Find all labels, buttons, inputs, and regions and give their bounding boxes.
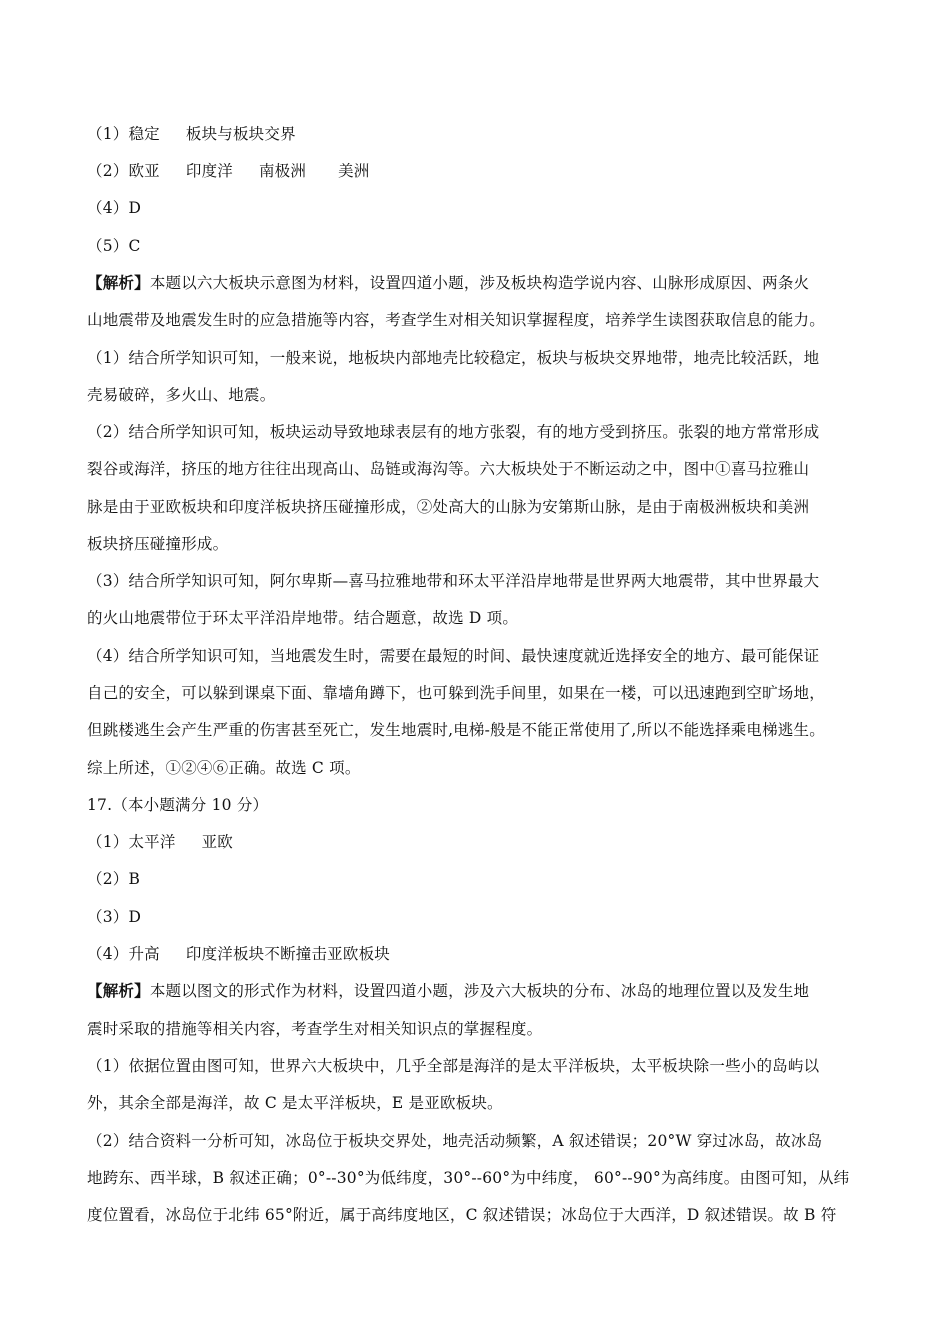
question-number: 17.（本小题满分 10 分） — [87, 796, 269, 814]
paragraph-text: 震时采取的措施等相关内容，考查学生对相关知识点的掌握程度。 — [87, 1020, 543, 1038]
paragraph-text: 地跨东、西半球，B 叙述正确；0°--30°为低纬度，30°--60°为中纬度， 60°--90°为高纬度。由图可知，从纬 — [87, 1169, 850, 1187]
paragraph-line — [87, 1092, 867, 1114]
answer-line-1 — [87, 123, 867, 145]
paragraph-line — [87, 607, 867, 629]
answer-line-4 — [87, 197, 867, 219]
paragraph-text: 综上所述，①②④⑥正确。故选 C 项。 — [87, 759, 361, 777]
answer-text: （3）D — [87, 908, 142, 926]
paragraph-line — [87, 347, 867, 369]
paragraph-text: 本题以图文的形式作为材料，设置四道小题，涉及六大板块的分布、冰岛的地理位置以及发生地 — [149, 982, 810, 1000]
answer-text: （4）升高 — [87, 945, 160, 963]
paragraph-line — [87, 384, 867, 406]
paragraph-text: 但跳楼逃生会产生严重的伤害甚至死亡，发生地震时,电梯-般是不能正常使用了,所以不能选择乘电梯逃生。 — [87, 721, 825, 739]
answer-text: 板块与板块交界 — [185, 125, 296, 143]
answer-line-2 — [87, 868, 867, 890]
paragraph-line — [87, 757, 867, 779]
answer-text: （1）稳定 — [87, 125, 160, 143]
paragraph-text: 壳易破碎，多火山、地震。 — [87, 386, 276, 404]
answer-text: （4）D — [87, 199, 142, 217]
paragraph-text: （2）结合所学知识可知，板块运动导致地球表层有的地方张裂，有的地方受到挤压。张裂的地方常常形成 — [87, 423, 820, 441]
paragraph-line — [87, 458, 867, 480]
paragraph-line — [87, 309, 867, 331]
paragraph-text: 外，其余全部是海洋，故 C 是太平洋板块，E 是亚欧板块。 — [87, 1094, 503, 1112]
answer-text: 美洲 — [338, 162, 370, 180]
paragraph-line — [87, 1055, 867, 1077]
paragraph-text: 本题以六大板块示意图为材料，设置四道小题，涉及板块构造学说内容、山脉形成原因、两条火 — [149, 274, 810, 292]
paragraph-text: （1）依据位置由图可知，世界六大板块中，几乎全部是海洋的是太平洋板块，太平板块除一些小的岛屿以 — [87, 1057, 820, 1075]
paragraph-line — [87, 645, 867, 667]
answer-text: 印度洋板块不断撞击亚欧板块 — [185, 945, 390, 963]
paragraph-line — [87, 1018, 867, 1040]
paragraph-text: 裂谷或海洋，挤压的地方往往出现高山、岛链或海沟等。六大板块处于不断运动之中，图中①喜马拉雅山 — [87, 460, 810, 478]
paragraph-text: （1）结合所学知识可知，一般来说，地板块内部地壳比较稳定，板块与板块交界地带，地壳比较活跃，地 — [87, 349, 820, 367]
paragraph-line — [87, 1167, 867, 1189]
answer-text: （2）欧亚 — [87, 162, 160, 180]
paragraph-text: 自己的安全，可以躲到课桌下面、靠墙角蹲下，也可躲到洗手间里，如果在一楼，可以迅速跑到空旷场地， — [87, 684, 825, 702]
answer-line-3 — [87, 906, 867, 928]
analysis-line — [87, 980, 867, 1002]
paragraph-text: （4）结合所学知识可知，当地震发生时，需要在最短的时间、最快速度就近选择安全的地方、最可能保证 — [87, 647, 820, 665]
answer-line-2 — [87, 160, 867, 182]
paragraph-line — [87, 1130, 867, 1152]
question-heading — [87, 794, 867, 816]
paragraph-text: 脉是由于亚欧板块和印度洋板块挤压碰撞形成，②处高大的山脉为安第斯山脉，是由于南极洲板块和美洲 — [87, 498, 810, 516]
answer-line-1 — [87, 831, 867, 853]
paragraph-line — [87, 719, 867, 741]
analysis-line — [87, 272, 867, 294]
answer-line-4 — [87, 943, 867, 965]
answer-text: （1）太平洋 — [87, 833, 176, 851]
paragraph-text: （2）结合资料一分析可知，冰岛位于板块交界处，地壳活动频繁，A 叙述错误；20°W 穿过冰岛，故冰岛 — [87, 1132, 823, 1150]
answer-text: 印度洋 — [185, 162, 233, 180]
paragraph-line — [87, 533, 867, 555]
analysis-tag: 【解析】 — [87, 273, 150, 292]
paragraph-line — [87, 421, 867, 443]
paragraph-text: （3）结合所学知识可知，阿尔卑斯—喜马拉雅地带和环太平洋沿岸地带是世界两大地震带，其中世界最大 — [87, 572, 820, 590]
answer-text: 亚欧 — [201, 833, 233, 851]
paragraph-text: 板块挤压碰撞形成。 — [87, 535, 229, 553]
paragraph-line — [87, 496, 867, 518]
paragraph-text: 山地震带及地震发生时的应急措施等内容，考查学生对相关知识掌握程度，培养学生读图获取信息的能力。 — [87, 311, 825, 329]
analysis-tag: 【解析】 — [87, 981, 150, 1000]
paragraph-line — [87, 570, 867, 592]
paragraph-text: 的火山地震带位于环太平洋沿岸地带。结合题意，故选 D 项。 — [87, 609, 519, 627]
answer-text: （2）B — [87, 870, 141, 888]
paragraph-text: 度位置看，冰岛位于北纬 65°附近，属于高纬度地区，C 叙述错误；冰岛位于大西洋，D 叙述错误。故 B 符 — [87, 1206, 837, 1224]
paragraph-line — [87, 1204, 867, 1226]
answer-line-5 — [87, 235, 867, 257]
answer-text: （5）C — [87, 237, 141, 255]
answer-text: 南极洲 — [258, 162, 307, 180]
paragraph-line — [87, 682, 867, 704]
